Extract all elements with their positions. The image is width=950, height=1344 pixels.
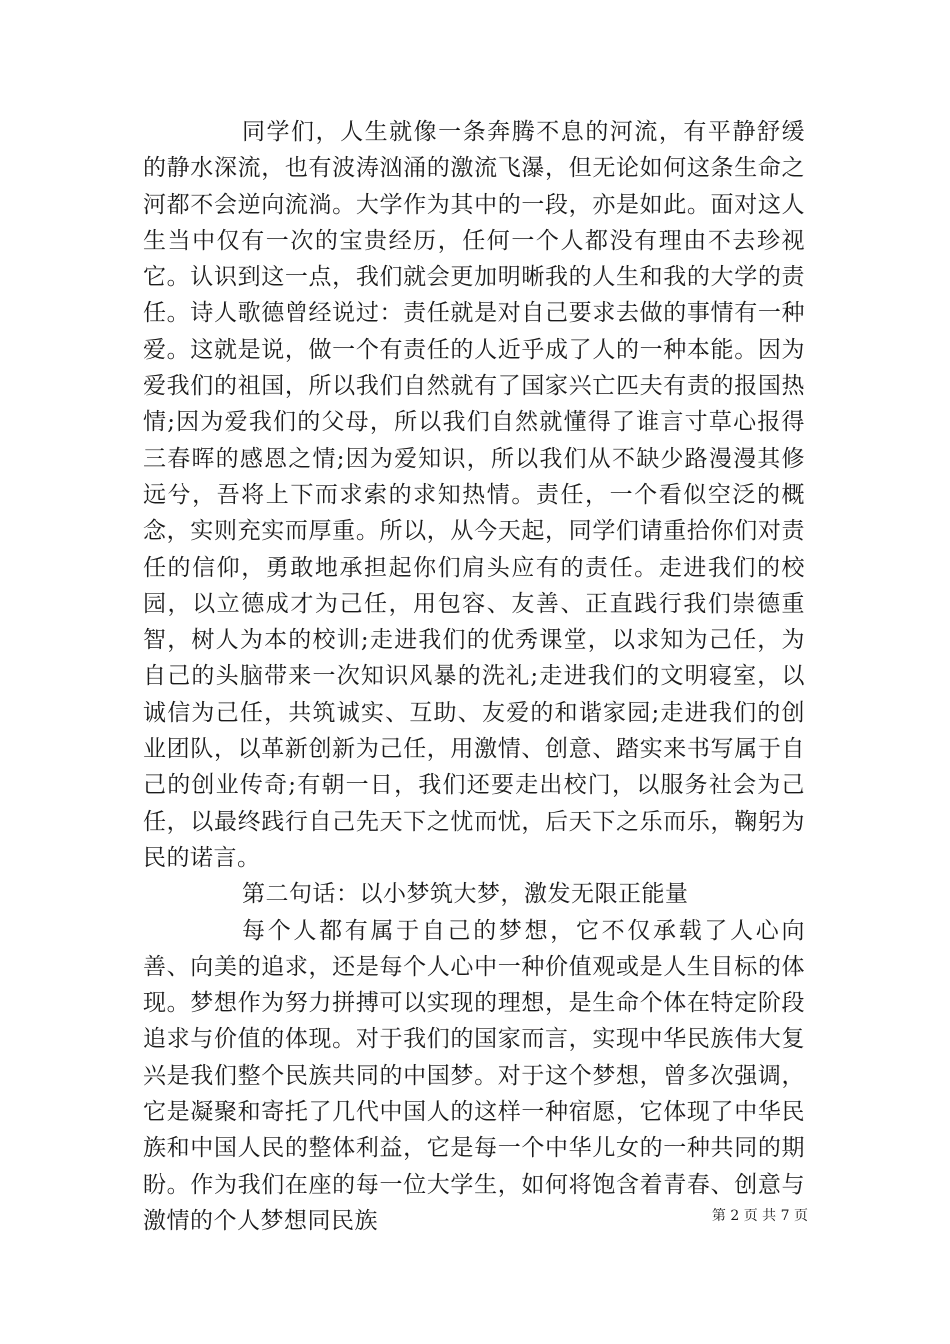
page-number-footer: 第 2 页 共 7 页 xyxy=(711,1208,808,1224)
section-heading: 第二句话：以小梦筑大梦，激发无限正能量 xyxy=(242,881,689,908)
paragraph-responsibility: 同学们，人生就像一条奔腾不息的河流，有平静舒缓的静水深流，也有波涛汹涌的激流飞瀑，但无论如何这条生命之河都不会逆向流淌。大学作为其中的一段，亦是如此。面对这人生当中仅有一次的宝贵经历，任何一个人都没有理由不去珍视它。认识到这一点，我们就会更加明晰我的人生和我的大学的责任。诗人歌德曾经说过：责任就是对自己要求去做的事情有一种爱。这就是说，做一个有责任的人近乎成了人的一种本能。因为爱我们的祖国，所以我们自然就有了国家兴亡匹夫有责的报国热情;因为爱我们的父母，所以我们自然就懂得了谁言寸草心报得三春晖的感恩之情;因为爱知识，所以我们从不缺少路漫漫其修远兮，吾将上下而求索的求知热情。责任，一个看似空泛的概念，实则充实而厚重。所以，从今天起，同学们请重拾你们对责任的信仰，勇敢地承担起你们肩头应有的责任。走进我们的校园，以立德成才为己任，用包容、友善、正直践行我们崇德重智，树人为本的校训;走进我们的优秀课堂，以求知为己任，为自己的头脑带来一次知识风暴的洗礼;走进我们的文明寝室，以诚信为己任，共筑诚实、互助、友爱的和谐家园;走进我们的创业团队，以革新创新为己任，用激情、创意、踏实来书写属于自己的创业传奇;有朝一日，我们还要走出校门，以服务社会为己任，以最终践行自己先天下之忧而忧，后天下之乐而乐，鞠躬为民的诺言。 xyxy=(143,119,805,871)
document-body xyxy=(143,114,805,1239)
paragraph-dream: 每个人都有属于自己的梦想，它不仅承载了人心向善、向美的追求，还是每个人心中一种价值观或是人生目标的体现。梦想作为努力拼搏可以实现的理想，是生命个体在特定阶段追求与价值的体现。对于我们的国家而言，实现中华民族伟大复兴是我们整个民族共同的中国梦。对于这个梦想，曾多次强调，它是凝聚和寄托了几代中国人的这样一种宿愿，它体现了中华民族和中国人民的整体利益，它是每一个中华儿女的一种共同的期盼。作为我们在座的每一位大学生，如何将饱含着青春、创意与激情的个人梦想同民族 xyxy=(143,917,805,1234)
